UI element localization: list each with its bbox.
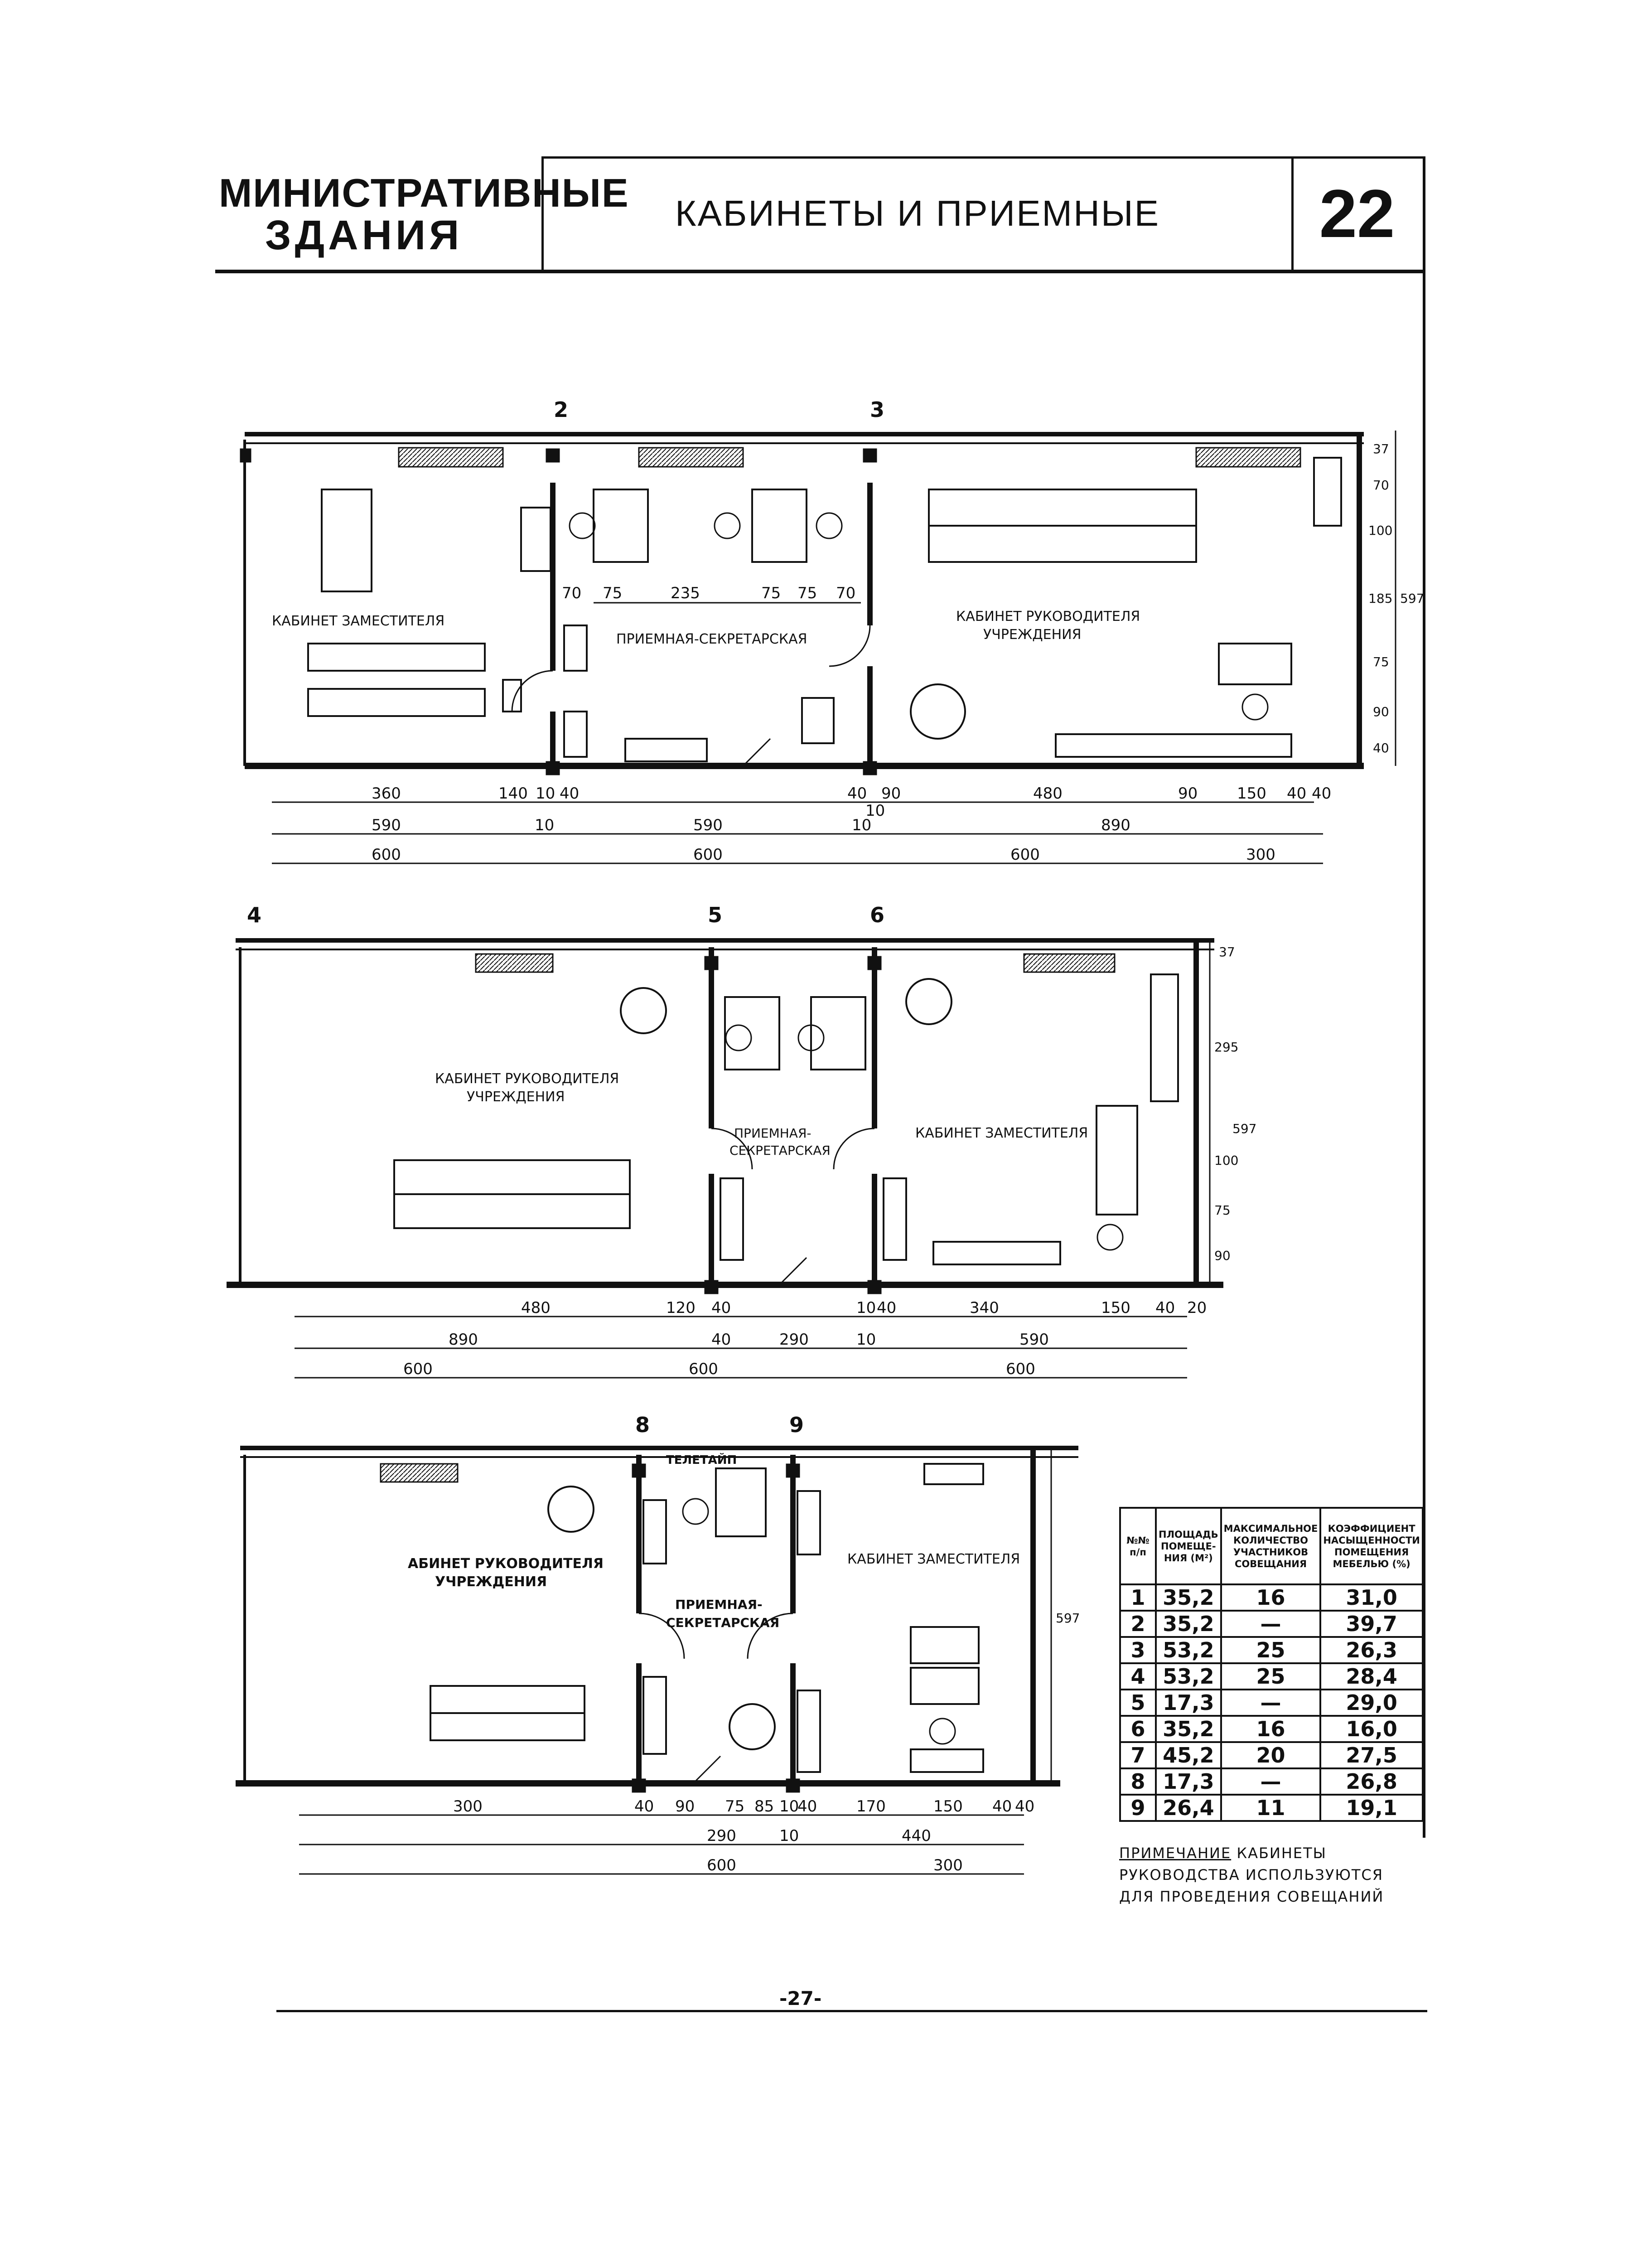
cell: 28,4 bbox=[1320, 1663, 1422, 1690]
dim-r1-10: 10 bbox=[536, 784, 555, 803]
header-area: ПЛОЩАДЬ ПОМЕЩЕ- НИЯ (М²) bbox=[1156, 1508, 1221, 1584]
cell: 53,2 bbox=[1156, 1663, 1221, 1690]
room-label-reception-2: ПРИЕМНАЯ- bbox=[734, 1126, 812, 1141]
cell: 2 bbox=[1120, 1611, 1156, 1637]
cell: 27,5 bbox=[1320, 1742, 1422, 1768]
cell: 26,3 bbox=[1320, 1637, 1422, 1663]
axis-label-8: 8 bbox=[635, 1413, 650, 1437]
dim2-r3-600a: 600 bbox=[403, 1360, 433, 1378]
dim2-r2-10: 10 bbox=[856, 1331, 876, 1349]
dim2-r2-890: 890 bbox=[449, 1331, 478, 1349]
header-participants: МАКСИМАЛЬНОЕ КОЛИЧЕСТВО УЧАСТНИКОВ СОВЕЩАНИЯ bbox=[1221, 1508, 1321, 1584]
plan-2-labels bbox=[247, 903, 1256, 1378]
dim-r2-590a: 590 bbox=[372, 816, 401, 834]
dim2-r1-120: 120 bbox=[666, 1299, 696, 1317]
cell: 35,2 bbox=[1156, 1611, 1221, 1637]
dim3-r1-40b: 40 bbox=[797, 1797, 817, 1816]
side-dim-6: 75 bbox=[1373, 654, 1389, 669]
side-dim-2: 70 bbox=[1373, 478, 1389, 493]
axis-label-2: 2 bbox=[554, 397, 569, 422]
dim3-r1-75: 75 bbox=[725, 1797, 745, 1816]
cell: 29,0 bbox=[1320, 1690, 1422, 1716]
room-label-head-2: КАБИНЕТ РУКОВОДИТЕЛЯ bbox=[435, 1071, 619, 1087]
side-dim-2-4: 100 bbox=[1214, 1153, 1239, 1168]
dim-r3-600c: 600 bbox=[1010, 846, 1040, 864]
room-label-teletype: ТЕЛЕТАЙП bbox=[666, 1453, 737, 1467]
footnote-label: ПРИМЕЧАНИЕ bbox=[1119, 1845, 1232, 1862]
axis-label-4: 4 bbox=[247, 903, 262, 927]
dim3-r1-170: 170 bbox=[856, 1797, 886, 1816]
dim-r2-590b: 590 bbox=[693, 816, 723, 834]
table-row bbox=[1120, 1768, 1423, 1795]
room-label-reception-3: ПРИЕМНАЯ- bbox=[675, 1597, 763, 1612]
cell: 35,2 bbox=[1156, 1584, 1221, 1611]
axis-label-6: 6 bbox=[870, 903, 885, 927]
cell: 20 bbox=[1221, 1742, 1321, 1768]
dim-r1-90a: 90 bbox=[881, 784, 901, 803]
dim-r1-40c: 40 bbox=[1287, 784, 1307, 803]
room-label-deputy-3: КАБИНЕТ ЗАМЕСТИТЕЛЯ bbox=[847, 1551, 1020, 1567]
cell: 39,7 bbox=[1320, 1611, 1422, 1637]
dim3-r2-10: 10 bbox=[779, 1827, 799, 1845]
dim-r1-90b: 90 bbox=[1178, 784, 1198, 803]
dim3-r3-600: 600 bbox=[707, 1856, 736, 1874]
cell: 6 bbox=[1120, 1716, 1156, 1742]
dim-r2-10a: 10 bbox=[535, 816, 555, 834]
dim2-r1-150: 150 bbox=[1101, 1299, 1130, 1317]
side-dim-3: 100 bbox=[1368, 523, 1393, 538]
cell: 1 bbox=[1120, 1584, 1156, 1611]
dim-r1-40b: 40 bbox=[847, 784, 867, 803]
cell: — bbox=[1221, 1611, 1321, 1637]
side-dim-2-2: 295 bbox=[1214, 1040, 1239, 1055]
dim2-r3-600b: 600 bbox=[689, 1360, 718, 1378]
cell: — bbox=[1221, 1768, 1321, 1795]
cell: — bbox=[1221, 1690, 1321, 1716]
cell: 35,2 bbox=[1156, 1716, 1221, 1742]
page-number: -27- bbox=[779, 1987, 822, 2009]
room-label-head-3b: УЧРЕЖДЕНИЯ bbox=[435, 1574, 547, 1590]
dim-r3-600a: 600 bbox=[372, 846, 401, 864]
table-row bbox=[1120, 1637, 1423, 1663]
cell: 45,2 bbox=[1156, 1742, 1221, 1768]
inner-dim-3: 235 bbox=[671, 584, 700, 602]
cell: 31,0 bbox=[1320, 1584, 1422, 1611]
table-row bbox=[1120, 1584, 1423, 1611]
dim3-r1-90: 90 bbox=[675, 1797, 695, 1816]
section-name-line1: МИНИСТРАТИВНЫЕ bbox=[219, 170, 629, 215]
cell: 16 bbox=[1221, 1716, 1321, 1742]
bottom-frame-line bbox=[276, 2010, 1427, 2012]
section-name-line2: ЗДАНИЯ bbox=[265, 212, 463, 258]
dim3-r1-150: 150 bbox=[933, 1797, 963, 1816]
axis-label-3: 3 bbox=[870, 397, 885, 422]
dim2-r1-20: 20 bbox=[1187, 1299, 1207, 1317]
cell: 16 bbox=[1221, 1584, 1321, 1611]
room-label-deputy-1: КАБИНЕТ ЗАМЕСТИТЕЛЯ bbox=[272, 613, 445, 629]
dim3-r1-40a: 40 bbox=[634, 1797, 654, 1816]
side-dim-2-6: 90 bbox=[1214, 1248, 1231, 1263]
dim2-r1-10: 10 bbox=[856, 1299, 876, 1317]
cell: 16,0 bbox=[1320, 1716, 1422, 1742]
cell: 26,4 bbox=[1156, 1795, 1221, 1821]
side-dim-3-1: 597 bbox=[1056, 1611, 1080, 1626]
cell: 53,2 bbox=[1156, 1637, 1221, 1663]
dim3-r1-40d: 40 bbox=[1015, 1797, 1035, 1816]
plan-1 bbox=[240, 431, 1396, 863]
side-dim-4: 185 bbox=[1368, 591, 1393, 606]
axis-label-5: 5 bbox=[708, 903, 723, 927]
dim2-r2-590: 590 bbox=[1019, 1331, 1049, 1349]
side-dim-1: 37 bbox=[1373, 441, 1389, 456]
dim3-r1-40c: 40 bbox=[992, 1797, 1012, 1816]
sheet-title: КАБИНЕТЫ И ПРИЕМНЫЕ bbox=[675, 193, 1160, 233]
dim3-r1-85: 85 bbox=[754, 1797, 774, 1816]
dim2-r2-290: 290 bbox=[779, 1331, 809, 1349]
footnote bbox=[1119, 1842, 1418, 1908]
inner-dim-6: 70 bbox=[836, 584, 856, 602]
header-number: №№ п/п bbox=[1120, 1508, 1156, 1584]
room-label-head-3: АБИНЕТ РУКОВОДИТЕЛЯ bbox=[408, 1556, 604, 1572]
dim-r1-140: 140 bbox=[498, 784, 528, 803]
dim-r2-890: 890 bbox=[1101, 816, 1130, 834]
sheet-number: 22 bbox=[1319, 175, 1395, 252]
cell: 4 bbox=[1120, 1663, 1156, 1690]
cell: 17,3 bbox=[1156, 1690, 1221, 1716]
cell: 19,1 bbox=[1320, 1795, 1422, 1821]
cell: 11 bbox=[1221, 1795, 1321, 1821]
cell: 7 bbox=[1120, 1742, 1156, 1768]
inner-dim-4: 75 bbox=[761, 584, 781, 602]
inner-dim-2: 75 bbox=[603, 584, 623, 602]
cell: 25 bbox=[1221, 1663, 1321, 1690]
dim2-r2-40: 40 bbox=[711, 1331, 731, 1349]
dim3-r2-290: 290 bbox=[707, 1827, 736, 1845]
dim2-r1-340: 340 bbox=[970, 1299, 999, 1317]
side-dim-8: 40 bbox=[1373, 741, 1389, 755]
dim-r3-600b: 600 bbox=[693, 846, 723, 864]
cell: 9 bbox=[1120, 1795, 1156, 1821]
dim-r1-40d: 40 bbox=[1312, 784, 1332, 803]
dim3-r2-440: 440 bbox=[902, 1827, 931, 1845]
dim3-r3-300: 300 bbox=[933, 1856, 963, 1874]
cell: 17,3 bbox=[1156, 1768, 1221, 1795]
footnote-text: КАБИНЕТЫ РУКОВОДСТВА ИСПОЛЬЗУЮТСЯ ДЛЯ ПРОВЕДЕНИЯ СОВЕЩАНИЙ bbox=[1119, 1845, 1384, 1905]
dim-r1-480: 480 bbox=[1033, 784, 1063, 803]
room-label-head-2b: УЧРЕЖДЕНИЯ bbox=[467, 1089, 565, 1105]
dim3-r1-300: 300 bbox=[453, 1797, 483, 1816]
room-label-head-1: КАБИНЕТ РУКОВОДИТЕЛЯ bbox=[956, 609, 1140, 625]
header-furniture-ratio: КОЭФФИЦИЕНТ НАСЫЩЕННОСТИ ПОМЕЩЕНИЯ МЕБЕЛЬЮ (%) bbox=[1320, 1508, 1422, 1584]
table-row bbox=[1120, 1742, 1423, 1768]
dim2-r1-480: 480 bbox=[521, 1299, 551, 1317]
cell: 26,8 bbox=[1320, 1768, 1422, 1795]
dim2-r1-40c: 40 bbox=[1155, 1299, 1175, 1317]
side-dim-2-3: 597 bbox=[1232, 1121, 1257, 1136]
table-row bbox=[1120, 1716, 1423, 1742]
dim-r1-150: 150 bbox=[1237, 784, 1266, 803]
cell: 5 bbox=[1120, 1690, 1156, 1716]
dim-r1-360: 360 bbox=[372, 784, 401, 803]
room-label-reception-1: ПРИЕМНАЯ-СЕКРЕТАРСКАЯ bbox=[616, 631, 807, 647]
room-label-head-1b: УЧРЕЖДЕНИЯ bbox=[983, 627, 1082, 643]
room-label-reception-2b: СЕКРЕТАРСКАЯ bbox=[729, 1143, 831, 1158]
axis-label-9: 9 bbox=[789, 1413, 804, 1437]
side-dim-5: 597 bbox=[1400, 591, 1425, 606]
side-dim-2-1: 37 bbox=[1219, 944, 1235, 959]
table-row bbox=[1120, 1690, 1423, 1716]
dim3-r1-10: 10 bbox=[779, 1797, 799, 1816]
dim2-r1-40a: 40 bbox=[711, 1299, 731, 1317]
side-dim-2-5: 75 bbox=[1214, 1203, 1231, 1218]
inner-dim-1: 70 bbox=[562, 584, 582, 602]
room-label-reception-3b: СЕКРЕТАРСКАЯ bbox=[666, 1615, 780, 1630]
side-dim-7: 90 bbox=[1373, 704, 1389, 719]
dim-r1-40a: 40 bbox=[560, 784, 580, 803]
table-header-row bbox=[1120, 1508, 1423, 1584]
dim2-r1-40b: 40 bbox=[877, 1299, 897, 1317]
cell: 3 bbox=[1120, 1637, 1156, 1663]
dim-r1b-10: 10 bbox=[865, 802, 885, 820]
cell: 8 bbox=[1120, 1768, 1156, 1795]
table-row bbox=[1120, 1663, 1423, 1690]
dim-r2-10b: 10 bbox=[852, 816, 872, 834]
room-data-table bbox=[1119, 1507, 1424, 1822]
room-label-deputy-2: КАБИНЕТ ЗАМЕСТИТЕЛЯ bbox=[915, 1125, 1088, 1141]
table-row bbox=[1120, 1795, 1423, 1821]
dim-r3-300: 300 bbox=[1246, 846, 1275, 864]
inner-dim-5: 75 bbox=[797, 584, 817, 602]
table-row bbox=[1120, 1611, 1423, 1637]
dim2-r3-600c: 600 bbox=[1006, 1360, 1035, 1378]
cell: 25 bbox=[1221, 1637, 1321, 1663]
